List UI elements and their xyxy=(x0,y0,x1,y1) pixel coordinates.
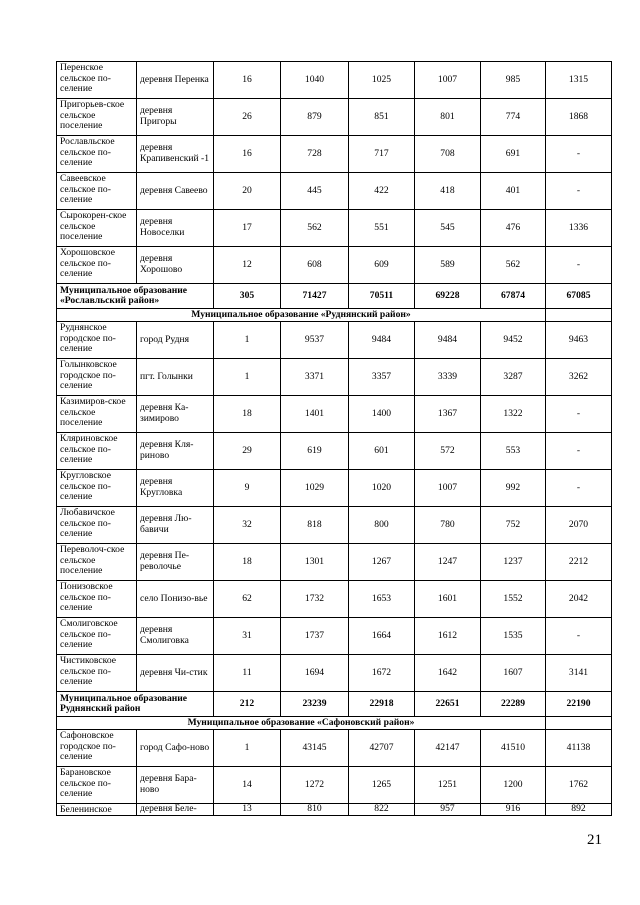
population-value-cell: 42707 xyxy=(349,730,415,767)
population-value-cell: 691 xyxy=(481,136,546,173)
population-value-cell: 1025 xyxy=(349,62,415,99)
administrative-center-cell: деревня Савеево xyxy=(137,173,214,210)
population-value-cell: 3262 xyxy=(546,359,612,396)
settlements-count-cell: 32 xyxy=(214,507,281,544)
population-value-cell: 1040 xyxy=(281,62,349,99)
district-total-row xyxy=(57,692,612,717)
population-value-cell: 1315 xyxy=(546,62,612,99)
table-row xyxy=(57,99,612,136)
population-value-cell: 992 xyxy=(481,470,546,507)
settlement-name-cell: Савеевское сельское по-селение xyxy=(57,173,137,210)
population-value-cell: - xyxy=(546,173,612,210)
settlement-name-cell: Сырокорен-ское сельское поселение xyxy=(57,210,137,247)
population-value-cell: - xyxy=(546,247,612,284)
administrative-center-cell: деревня Бара-ново xyxy=(137,767,214,804)
district-header-title: Муниципальное образование «Руднянский район» xyxy=(57,309,546,322)
population-value-cell: 545 xyxy=(415,210,481,247)
population-value-cell: 3357 xyxy=(349,359,415,396)
population-value-cell: 1020 xyxy=(349,470,415,507)
population-value-cell: 1868 xyxy=(546,99,612,136)
population-value-cell: 879 xyxy=(281,99,349,136)
settlement-name-cell: Казимиров-ское сельское поселение xyxy=(57,396,137,433)
population-value-cell: 1694 xyxy=(281,655,349,692)
table-body xyxy=(57,62,612,816)
settlements-count-cell: 18 xyxy=(214,544,281,581)
population-value-cell: 67085 xyxy=(546,284,612,309)
district-header-row xyxy=(57,309,612,322)
population-value-cell: 1732 xyxy=(281,581,349,618)
population-value-cell: 1251 xyxy=(415,767,481,804)
population-value-cell: 41138 xyxy=(546,730,612,767)
settlement-name-cell: Кляриновское сельское по-селение xyxy=(57,433,137,470)
population-value-cell: 1007 xyxy=(415,62,481,99)
settlements-count-cell: 13 xyxy=(214,804,281,816)
population-value-cell: 1401 xyxy=(281,396,349,433)
settlements-count-cell: 14 xyxy=(214,767,281,804)
population-value-cell: 422 xyxy=(349,173,415,210)
population-value-cell: 1247 xyxy=(415,544,481,581)
population-value-cell: 985 xyxy=(481,62,546,99)
population-value-cell: 1029 xyxy=(281,470,349,507)
administrative-center-cell: город Рудня xyxy=(137,322,214,359)
district-header-empty-cell xyxy=(546,309,612,322)
table-row xyxy=(57,544,612,581)
population-value-cell: 41510 xyxy=(481,730,546,767)
settlements-count-cell: 16 xyxy=(214,136,281,173)
table-row xyxy=(57,359,612,396)
population-value-cell: - xyxy=(546,396,612,433)
table-row xyxy=(57,396,612,433)
settlements-count-cell: 31 xyxy=(214,618,281,655)
table-row xyxy=(57,322,612,359)
population-value-cell: 800 xyxy=(349,507,415,544)
table-row xyxy=(57,470,612,507)
population-value-cell: 780 xyxy=(415,507,481,544)
table-row xyxy=(57,247,612,284)
population-value-cell: 22289 xyxy=(481,692,546,717)
table-row xyxy=(57,210,612,247)
settlement-name-cell: Беленинское xyxy=(57,804,137,816)
population-value-cell: 752 xyxy=(481,507,546,544)
administrative-center-cell: деревня Перенка xyxy=(137,62,214,99)
settlements-count-cell: 26 xyxy=(214,99,281,136)
population-value-cell: 1237 xyxy=(481,544,546,581)
population-value-cell: 822 xyxy=(349,804,415,816)
settlements-count-cell: 1 xyxy=(214,322,281,359)
population-value-cell: 1301 xyxy=(281,544,349,581)
population-value-cell: 562 xyxy=(281,210,349,247)
district-header-title: Муниципальное образование «Сафоновский район» xyxy=(57,717,546,730)
administrative-center-cell: деревня Чи-стик xyxy=(137,655,214,692)
population-value-cell: 476 xyxy=(481,210,546,247)
population-value-cell: 1535 xyxy=(481,618,546,655)
population-value-cell: 3141 xyxy=(546,655,612,692)
settlements-count-cell: 17 xyxy=(214,210,281,247)
table-row xyxy=(57,618,612,655)
population-value-cell: 9463 xyxy=(546,322,612,359)
population-value-cell: 9452 xyxy=(481,322,546,359)
population-value-cell: 892 xyxy=(546,804,612,816)
table-row xyxy=(57,507,612,544)
population-value-cell: 22190 xyxy=(546,692,612,717)
administrative-center-cell: деревня Кругловка xyxy=(137,470,214,507)
population-value-cell: 1272 xyxy=(281,767,349,804)
population-value-cell: 71427 xyxy=(281,284,349,309)
population-value-cell: 562 xyxy=(481,247,546,284)
district-total-label: Муниципальное образование «Рославльский район» xyxy=(57,284,214,309)
population-value-cell: 1400 xyxy=(349,396,415,433)
population-value-cell: 22918 xyxy=(349,692,415,717)
settlements-count-cell: 18 xyxy=(214,396,281,433)
table-row xyxy=(57,581,612,618)
population-value-cell: 957 xyxy=(415,804,481,816)
table-row xyxy=(57,767,612,804)
table-row xyxy=(57,173,612,210)
table-row xyxy=(57,730,612,767)
population-value-cell: - xyxy=(546,433,612,470)
settlements-count-cell: 1 xyxy=(214,730,281,767)
settlements-count-cell: 9 xyxy=(214,470,281,507)
population-value-cell: - xyxy=(546,618,612,655)
table-row xyxy=(57,655,612,692)
population-value-cell: 1265 xyxy=(349,767,415,804)
population-value-cell: 3371 xyxy=(281,359,349,396)
administrative-center-cell: город Сафо-ново xyxy=(137,730,214,767)
population-value-cell: 3339 xyxy=(415,359,481,396)
settlements-count-cell: 1 xyxy=(214,359,281,396)
administrative-center-cell: деревня Пе-револочье xyxy=(137,544,214,581)
population-value-cell: 572 xyxy=(415,433,481,470)
population-value-cell: - xyxy=(546,136,612,173)
settlements-count-cell: 62 xyxy=(214,581,281,618)
population-value-cell: 1552 xyxy=(481,581,546,618)
population-value-cell: 810 xyxy=(281,804,349,816)
settlement-name-cell: Хорошовское сельское по-селение xyxy=(57,247,137,284)
population-value-cell: 619 xyxy=(281,433,349,470)
settlement-name-cell: Барановское сельское по-селение xyxy=(57,767,137,804)
population-value-cell: 551 xyxy=(349,210,415,247)
population-value-cell: 42147 xyxy=(415,730,481,767)
population-value-cell: 1200 xyxy=(481,767,546,804)
population-value-cell: 445 xyxy=(281,173,349,210)
population-value-cell: 1642 xyxy=(415,655,481,692)
population-value-cell: 67874 xyxy=(481,284,546,309)
population-value-cell: 2070 xyxy=(546,507,612,544)
administrative-center-cell: пгт. Голынки xyxy=(137,359,214,396)
administrative-center-cell: деревня Новоселки xyxy=(137,210,214,247)
settlement-name-cell: Любавичское сельское по-селение xyxy=(57,507,137,544)
population-value-cell: 1267 xyxy=(349,544,415,581)
settlement-name-cell: Кругловское сельское по-селение xyxy=(57,470,137,507)
population-value-cell: 728 xyxy=(281,136,349,173)
population-table xyxy=(56,61,612,816)
population-value-cell: 418 xyxy=(415,173,481,210)
population-value-cell: 609 xyxy=(349,247,415,284)
population-value-cell: 43145 xyxy=(281,730,349,767)
table-row xyxy=(57,136,612,173)
population-value-cell: 818 xyxy=(281,507,349,544)
settlement-name-cell: Рославльское сельское по-селение xyxy=(57,136,137,173)
settlement-name-cell: Чистиковское сельское по-селение xyxy=(57,655,137,692)
population-value-cell: 1664 xyxy=(349,618,415,655)
population-value-cell: 9537 xyxy=(281,322,349,359)
settlement-name-cell: Голынковское городское по-селение xyxy=(57,359,137,396)
page-number: 21 xyxy=(587,832,602,848)
district-header-row xyxy=(57,717,612,730)
population-value-cell: 69228 xyxy=(415,284,481,309)
district-total-label: Муниципальное образование Руднянский район xyxy=(57,692,214,717)
administrative-center-cell: деревня Пригоры xyxy=(137,99,214,136)
population-value-cell: 851 xyxy=(349,99,415,136)
population-value-cell: 23239 xyxy=(281,692,349,717)
population-value-cell: 1007 xyxy=(415,470,481,507)
population-value-cell: 717 xyxy=(349,136,415,173)
population-value-cell: - xyxy=(546,470,612,507)
population-value-cell: 916 xyxy=(481,804,546,816)
administrative-center-cell: деревня Хорошово xyxy=(137,247,214,284)
table-row xyxy=(57,62,612,99)
population-value-cell: 2212 xyxy=(546,544,612,581)
population-value-cell: 1672 xyxy=(349,655,415,692)
population-value-cell: 1336 xyxy=(546,210,612,247)
table-row xyxy=(57,433,612,470)
settlement-name-cell: Сафоновское городское по-селение xyxy=(57,730,137,767)
settlement-name-cell: Перенское сельское по-селение xyxy=(57,62,137,99)
administrative-center-cell: деревня Кля-риново xyxy=(137,433,214,470)
settlements-count-cell: 11 xyxy=(214,655,281,692)
administrative-center-cell: деревня Крапивенский -1 xyxy=(137,136,214,173)
population-value-cell: 708 xyxy=(415,136,481,173)
population-value-cell: 9484 xyxy=(349,322,415,359)
population-value-cell: 1601 xyxy=(415,581,481,618)
settlements-count-cell: 29 xyxy=(214,433,281,470)
population-value-cell: 1607 xyxy=(481,655,546,692)
settlements-count-cell: 212 xyxy=(214,692,281,717)
settlements-count-cell: 16 xyxy=(214,62,281,99)
population-value-cell: 2042 xyxy=(546,581,612,618)
table-row xyxy=(57,804,612,816)
population-value-cell: 9484 xyxy=(415,322,481,359)
settlement-name-cell: Смолиговское сельское по-селение xyxy=(57,618,137,655)
district-header-empty-cell xyxy=(546,717,612,730)
settlements-count-cell: 12 xyxy=(214,247,281,284)
population-value-cell: 3287 xyxy=(481,359,546,396)
population-value-cell: 589 xyxy=(415,247,481,284)
population-value-cell: 70511 xyxy=(349,284,415,309)
population-value-cell: 774 xyxy=(481,99,546,136)
population-value-cell: 601 xyxy=(349,433,415,470)
population-value-cell: 1762 xyxy=(546,767,612,804)
administrative-center-cell: село Понизо-вье xyxy=(137,581,214,618)
administrative-center-cell: деревня Беле- xyxy=(137,804,214,816)
population-value-cell: 22651 xyxy=(415,692,481,717)
settlements-count-cell: 20 xyxy=(214,173,281,210)
settlement-name-cell: Руднянское городское по-селение xyxy=(57,322,137,359)
district-total-row xyxy=(57,284,612,309)
settlement-name-cell: Переволоч-ское сельское поселение xyxy=(57,544,137,581)
settlement-name-cell: Пригорьев-ское сельское поселение xyxy=(57,99,137,136)
population-value-cell: 1653 xyxy=(349,581,415,618)
population-value-cell: 401 xyxy=(481,173,546,210)
administrative-center-cell: деревня Смолиговка xyxy=(137,618,214,655)
settlements-count-cell: 305 xyxy=(214,284,281,309)
population-value-cell: 553 xyxy=(481,433,546,470)
population-value-cell: 801 xyxy=(415,99,481,136)
population-value-cell: 1737 xyxy=(281,618,349,655)
population-value-cell: 1367 xyxy=(415,396,481,433)
population-value-cell: 608 xyxy=(281,247,349,284)
population-value-cell: 1322 xyxy=(481,396,546,433)
settlement-name-cell: Понизовское сельское по-селение xyxy=(57,581,137,618)
population-value-cell: 1612 xyxy=(415,618,481,655)
administrative-center-cell: деревня Ка-зимирово xyxy=(137,396,214,433)
administrative-center-cell: деревня Лю-бавичи xyxy=(137,507,214,544)
